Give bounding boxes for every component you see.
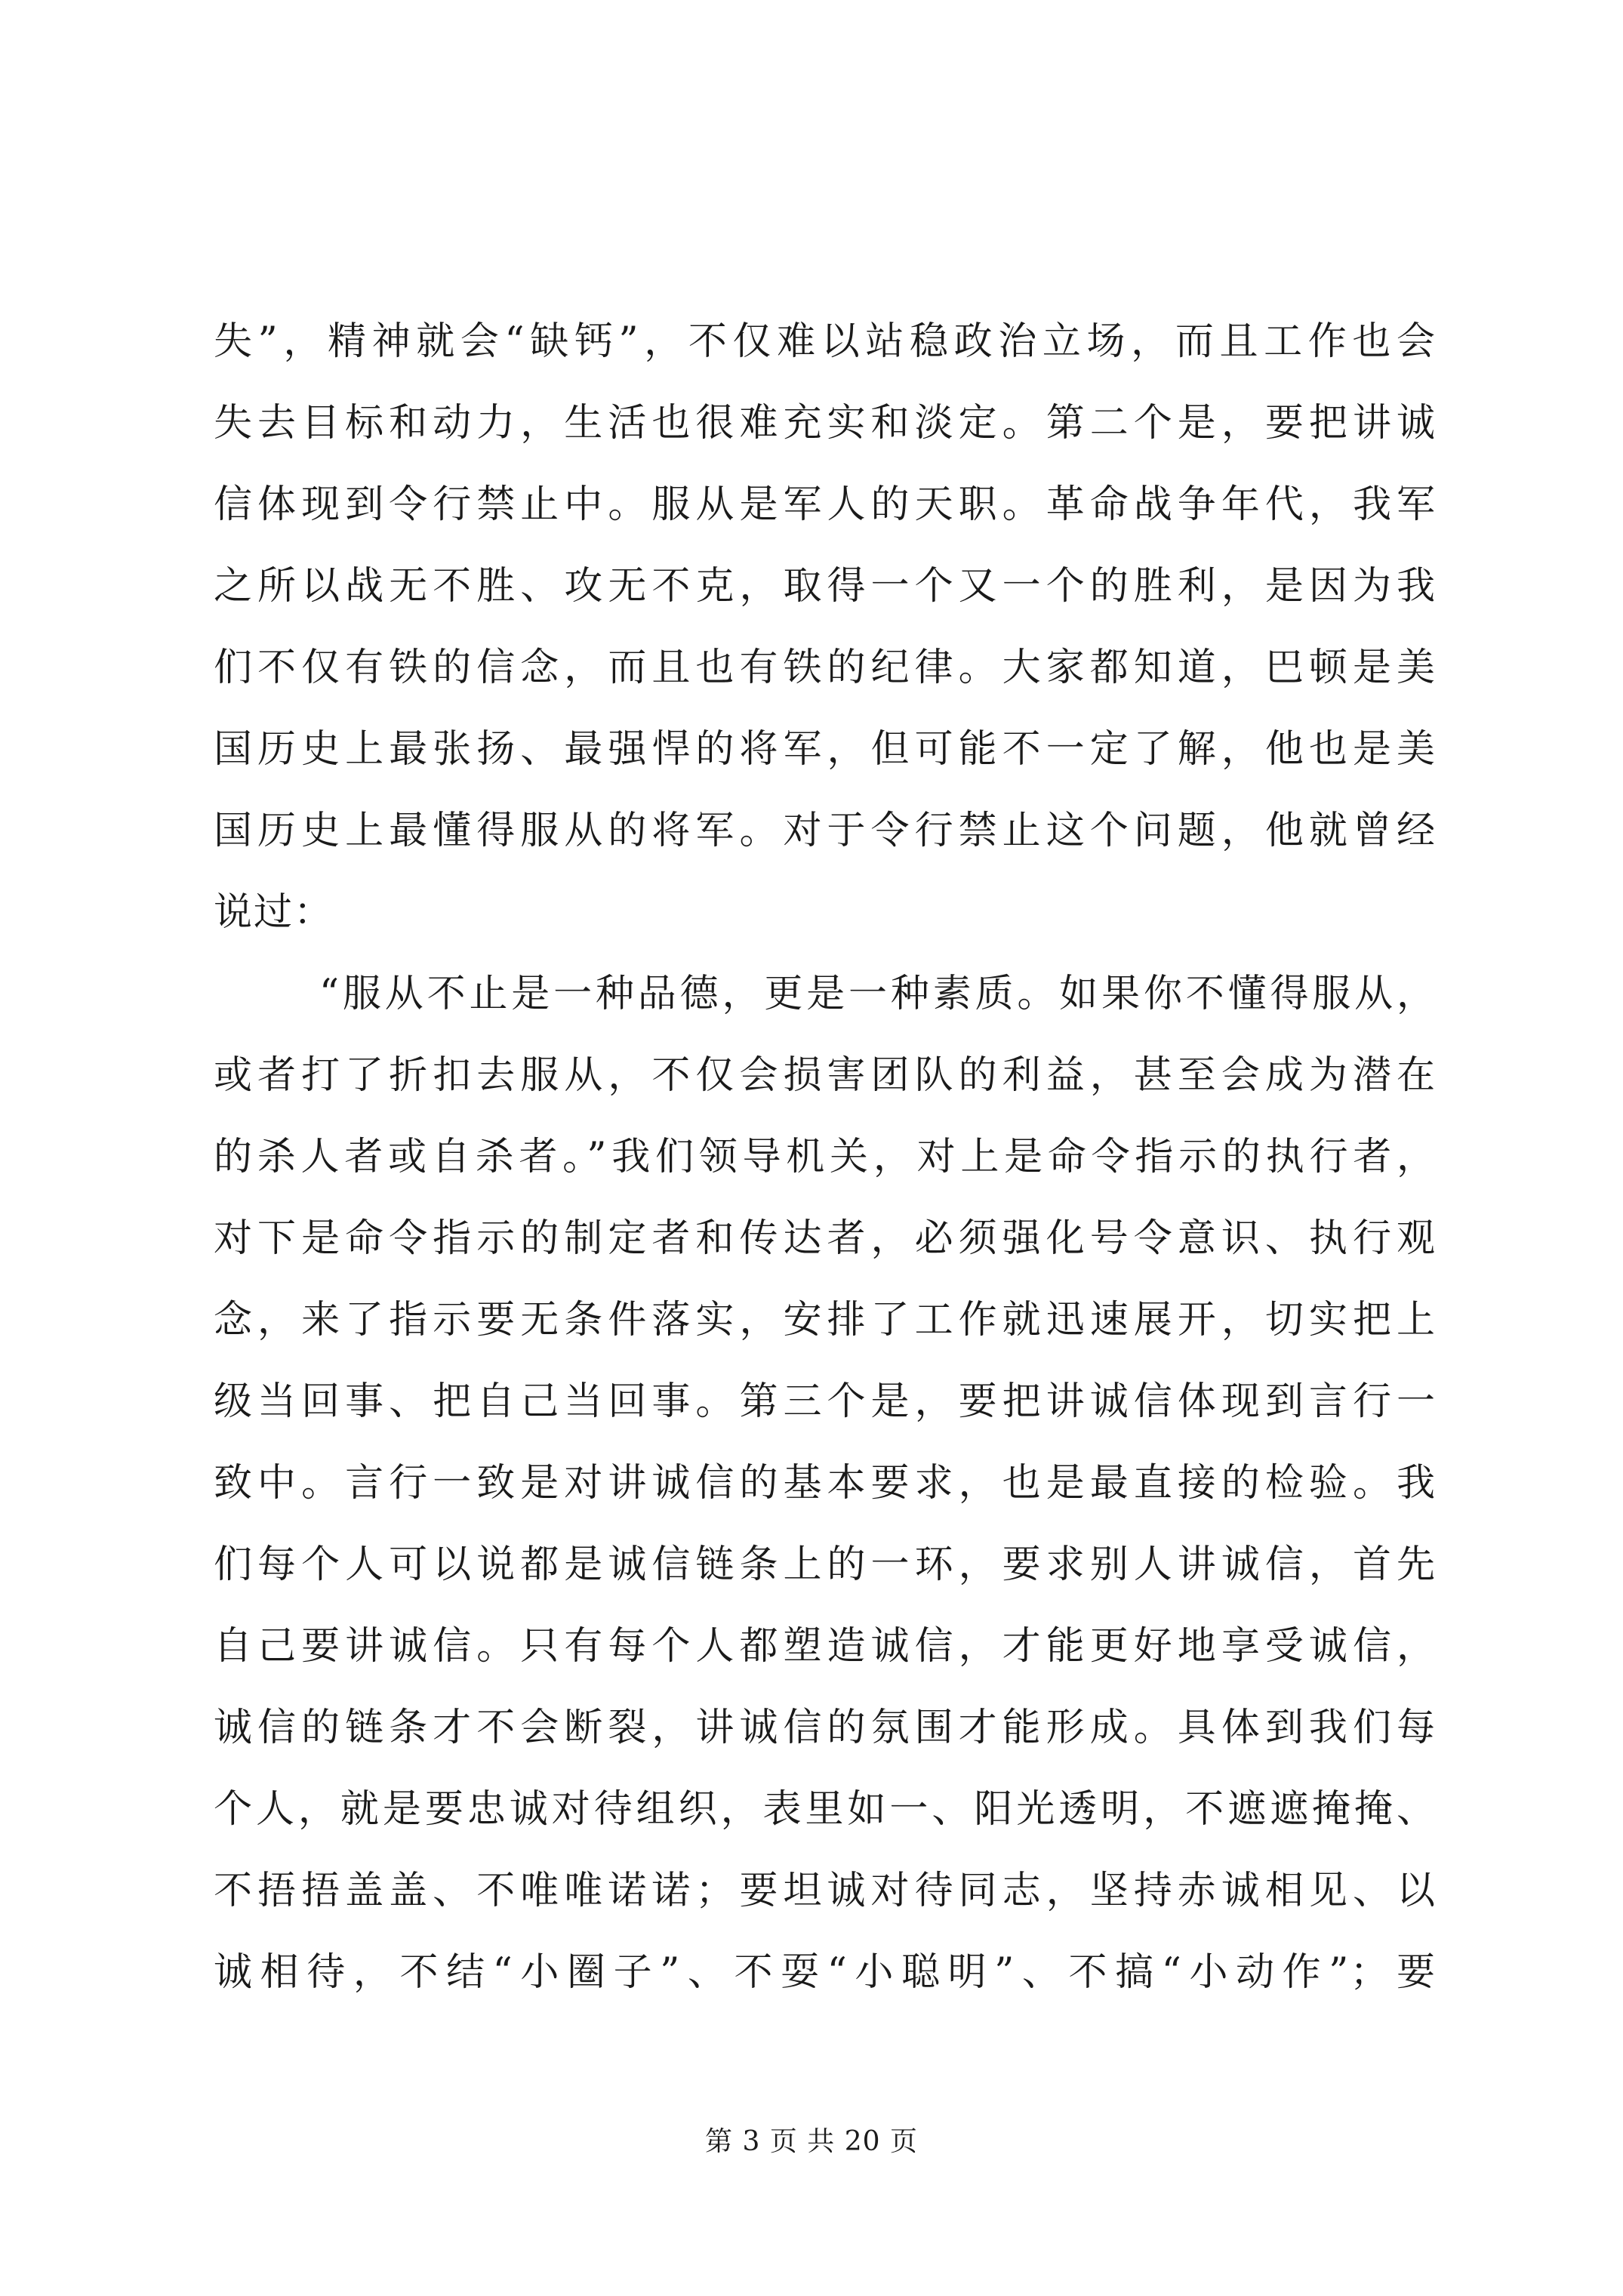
text-line: 个人，就是要忠诚对待组织，表里如一、阳光透明，不遮遮掩掩、 bbox=[214, 1787, 1437, 1832]
text-line: 失去目标和动力，生活也很难充实和淡定。第二个是，要把讲诚 bbox=[214, 401, 1437, 445]
text-line: 对下是命令指示的制定者和传达者，必须强化号令意识、执行观 bbox=[214, 1216, 1437, 1261]
body-text bbox=[214, 301, 1437, 2014]
text-line: 国历史上最张扬、最强悍的将军，但可能不一定了解，他也是美 bbox=[214, 727, 1437, 772]
page-footer: 第 3 页 共 20 页 bbox=[705, 2126, 918, 2157]
text-line: 念，来了指示要无条件落实，安排了工作就迅速展开，切实把上 bbox=[214, 1298, 1437, 1342]
text-line: 的杀人者或自杀者。”我们领导机关，对上是命令指示的执行者， bbox=[214, 1135, 1437, 1179]
text-line: “服从不止是一种品德，更是一种素质。如果你不懂得服从， bbox=[319, 972, 1437, 1016]
text-line: 们不仅有铁的信念，而且也有铁的纪律。大家都知道，巴顿是美 bbox=[214, 646, 1437, 690]
text-line: 级当回事、把自己当回事。第三个是，要把讲诚信体现到言行一 bbox=[214, 1379, 1437, 1424]
text-line: 诚相待，不结“小圈子”、不耍“小聪明”、不搞“小动作”；要 bbox=[214, 1950, 1437, 1995]
text-line: 自己要讲诚信。只有每个人都塑造诚信，才能更好地享受诚信， bbox=[214, 1624, 1437, 1669]
text-line: 之所以战无不胜、攻无不克，取得一个又一个的胜利，是因为我 bbox=[214, 564, 1437, 609]
text-line: 失”，精神就会“缺钙”，不仅难以站稳政治立场，而且工作也会 bbox=[214, 319, 1437, 364]
text-line: 致中。言行一致是对讲诚信的基本要求，也是最直接的检验。我 bbox=[214, 1461, 1437, 1505]
text-line: 信体现到令行禁止中。服从是军人的天职。革命战争年代，我军 bbox=[214, 482, 1437, 527]
text-line: 们每个人可以说都是诚信链条上的一环，要求别人讲诚信，首先 bbox=[214, 1542, 1437, 1587]
text-line: 诚信的链条才不会断裂，讲诚信的氛围才能形成。具体到我们每 bbox=[214, 1706, 1437, 1750]
text-line: 说过： bbox=[214, 890, 334, 935]
text-line: 或者打了折扣去服从，不仅会损害团队的利益，甚至会成为潜在 bbox=[214, 1053, 1437, 1098]
text-line: 国历史上最懂得服从的将军。对于令行禁止这个问题，他就曾经 bbox=[214, 809, 1437, 853]
text-line: 不捂捂盖盖、不唯唯诺诺；要坦诚对待同志，坚持赤诚相见、以 bbox=[214, 1869, 1437, 1913]
